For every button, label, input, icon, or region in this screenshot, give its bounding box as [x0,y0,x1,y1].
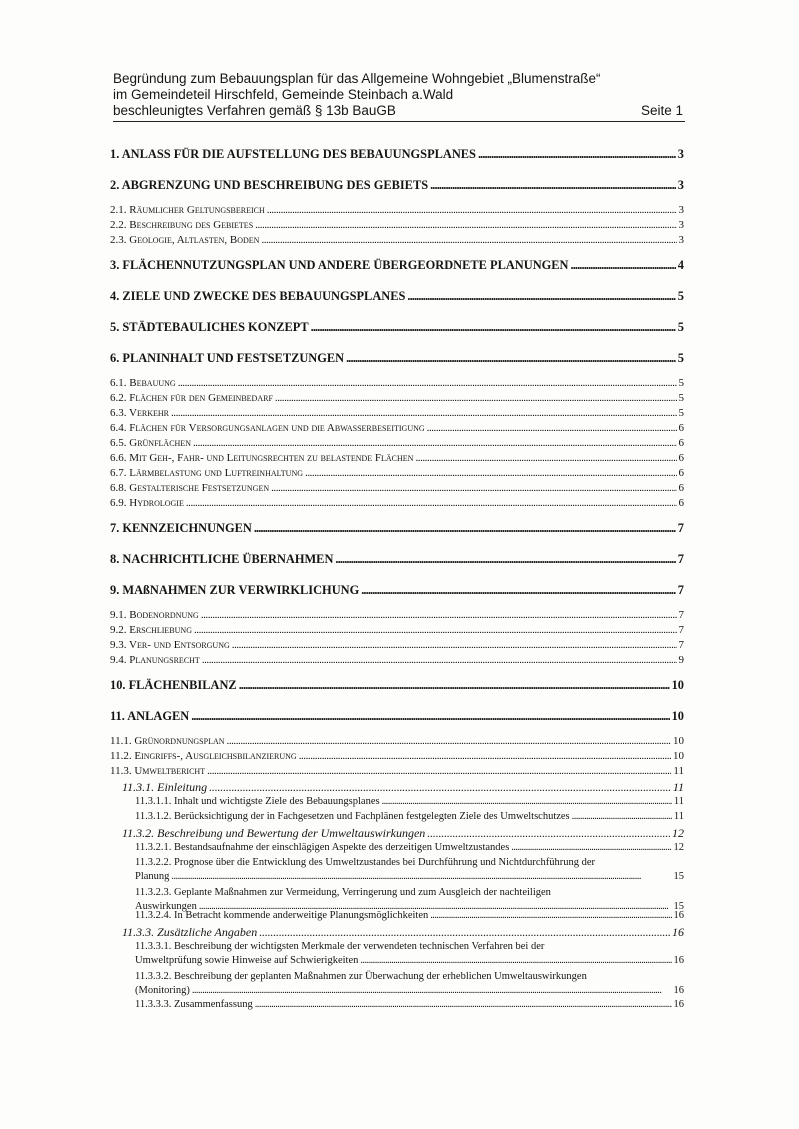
toc-entry-page: 10 [671,678,684,692]
toc-leader-dots [201,608,677,622]
toc-leader-dots [193,436,677,450]
toc-entry-page: 3 [677,147,684,161]
toc-entry [110,870,684,884]
toc-entry-title: 9.3. Ver- und Entsorgung [110,639,230,651]
toc-leader-dots [430,178,676,192]
toc-entry-title-line: 11.3.3.2. Beschreibung der geplanten Maßnahmen zur Überwachung der erheblichen Umweltauswirkungen [135,971,587,982]
toc-entry-title: 2.1. Räumlicher Geltungsbereich [110,204,265,216]
toc-leader-dots [209,780,671,794]
toc-leader-dots [571,258,676,272]
toc-entry-page: 6 [678,437,684,449]
toc-entry [110,376,684,390]
toc-entry-title-continuation: Auswirkungen [135,901,197,912]
toc-leader-dots [478,147,676,161]
toc-leader-dots [299,749,671,763]
toc-entry [110,406,684,420]
toc-entry [110,984,684,998]
toc-entry-page: 16 [673,999,684,1010]
toc-entry-title: 7. KENNZEICHNUNGEN [110,521,252,535]
toc-entry-page: 6 [678,452,684,464]
toc-entry-page: 12 [673,842,684,853]
toc-entry-title-continuation: (Monitoring) [135,985,190,996]
toc-entry-title: 6.3. Verkehr [110,407,169,419]
toc-entry-page: 7 [678,609,684,621]
toc-leader-dots [261,233,676,247]
toc-entry [110,608,684,622]
toc-leader-dots [254,521,676,535]
toc-entry-page: 7 [677,552,684,566]
toc-entry-title: 3. FLÄCHENNUTZUNGSPLAN UND ANDERE ÜBERGEORDNETE PLANUNGEN [110,258,569,272]
toc-entry-title: 6.5. Grünflächen [110,437,191,449]
toc-entry-title: 11.3.1. Einleitung [122,780,208,794]
toc-entry [110,521,684,535]
toc-entry-page: 10 [671,709,684,723]
toc-leader-dots [572,810,672,824]
toc-entry [110,638,684,652]
toc-entry [110,734,684,748]
toc-entry-title: 6.8. Gestalterische Festsetzungen [110,482,270,494]
toc-entry-title: 6. PLANINHALT UND FESTSETZUNGEN [110,351,345,365]
header-procedure-row [113,103,683,119]
toc-entry-page: 7 [678,624,684,636]
toc-entry [110,998,684,1012]
toc-entry-page: 16 [673,985,684,996]
toc-entry-page: 3 [678,204,684,216]
toc-entry-title: 11.3.3. Zusätzliche Angaben [122,925,258,939]
toc-entry-page: 10 [673,735,684,747]
toc-entry-title-line: 11.3.2.2. Prognose über die Entwicklung des Umweltzustandes bei Durchführung und Nichtdurchführung der [135,857,596,868]
toc-leader-dots [271,481,676,495]
toc-leader-dots [427,421,677,435]
toc-entry-page: 9 [678,654,684,666]
toc-leader-dots [171,406,677,420]
toc-entry-page: 15 [673,901,684,912]
toc-entry [110,583,684,597]
toc-entry [110,826,684,840]
toc-entry [110,678,684,692]
toc-entry-title: 11.1. Grünordnungsplan [110,735,225,747]
toc-entry-title: 2.3. Geologie, Altlasten, Boden [110,234,260,246]
toc-entry-title: 11.3.1.1. Inhalt und wichtigste Ziele des Bebauungsplanes [135,796,380,807]
toc-leader-dots [178,376,677,390]
toc-entry [110,218,684,232]
toc-leader-dots [194,623,677,637]
toc-entry-title: 4. ZIELE UND ZWECKE DES BEBAUUNGSPLANES [110,289,406,303]
header-divider [113,121,685,122]
toc-entry-title: 6.6. Mit Geh-, Fahr- und Leitungsrechten zu belastende Flächen [110,452,414,464]
toc-entry-title: 11.3.2. Beschreibung und Bewertung der Umweltauswirkungen [122,826,426,840]
toc-entry-page: 5 [677,320,684,334]
toc-entry [110,795,684,809]
toc-entry-page: 3 [677,178,684,192]
toc-entry-title: 8. NACHRICHTLICHE ÜBERNAHMEN [110,552,334,566]
toc-entry-page: 16 [673,955,684,966]
toc-entry-title: 9. MAßNAHMEN ZUR VERWIRKLICHUNG [110,583,360,597]
toc-entry-title: 9.1. Bodenordnung [110,609,199,621]
toc-entry-title: 6.7. Lärmbelastung und Luftreinhaltung [110,467,304,479]
toc-entry [110,320,684,334]
toc-entry-title: 11.3.2.1. Bestandsaufnahme der einschlägigen Aspekte des derzeitigen Umweltzustandes [135,842,510,853]
toc-entry-page: 7 [677,583,684,597]
toc-entry-page: 11 [673,765,684,777]
toc-entry-page: 5 [678,377,684,389]
toc-leader-dots [239,678,670,692]
toc-entry-title: 6.2. Flächen für den Gemeinbedarf [110,392,273,404]
toc-entry-title: 11.3.2.4. In Betracht kommende anderweitige Planungsmöglichkeiten [135,910,429,921]
toc-leader-dots [407,289,675,303]
toc-entry-title: 9.4. Planungsrecht [110,654,200,666]
toc-entry [110,925,684,939]
toc-leader-dots [255,998,672,1012]
toc-entry [110,810,684,824]
toc-entry-page: 5 [677,351,684,365]
toc-leader-dots [202,653,677,667]
toc-entry [110,466,684,480]
toc-entry-title-line: 11.3.2.3. Geplante Maßnahmen zur Vermeidung, Verringerung und zum Ausgleich der nachteiligen [135,887,551,898]
toc-leader-dots [360,954,671,968]
toc-entry-page: 6 [678,497,684,509]
toc-entry-title: 11.3.1.2. Berücksichtigung der in Fachgesetzen und Fachplänen festgelegten Ziele des Umweltschutzes [135,811,570,822]
toc-entry [110,709,684,723]
toc-entry [110,178,684,192]
toc-leader-dots [361,583,676,597]
toc-entry-title: 2.2. Beschreibung des Gebietes [110,219,254,231]
toc-leader-dots [171,870,671,884]
toc-entry [110,451,684,465]
toc-entry-title: 2. ABGRENZUNG UND BESCHREIBUNG DES GEBIETS [110,178,429,192]
toc-leader-dots [275,391,677,405]
toc-entry-title: 6.9. Hydrologie [110,497,184,509]
toc-entry [110,954,684,968]
toc-leader-dots [207,764,671,778]
toc-entry-page: 5 [678,392,684,404]
toc-entry-title: 9.2. Erschliebung [110,624,192,636]
toc-entry-page: 7 [677,521,684,535]
toc-leader-dots [232,638,677,652]
toc-entry-title: 11.3.3.3. Zusammenfassung [135,999,253,1010]
toc-entry [110,436,684,450]
toc-leader-dots [192,984,672,998]
header-title-line: Begründung zum Bebauungsplan für das Allgemeine Wohngebiet „Blumenstraße“ [113,71,601,86]
toc-entry-page: 15 [673,871,684,882]
toc-entry-page: 7 [678,639,684,651]
page-number-label: Seite 1 [640,103,683,118]
header-location-line: im Gemeindeteil Hirschfeld, Gemeinde Steinbach a.Wald [113,87,454,102]
toc-entry-page: 6 [678,467,684,479]
toc-leader-dots [415,451,676,465]
toc-entry-page: 11 [673,811,684,822]
toc-entry [110,653,684,667]
toc-leader-dots [191,709,669,723]
toc-entry-title-line: 11.3.3.1. Beschreibung der wichtigsten Merkmale der verwendeten technischen Verfahren bei der [135,941,545,952]
toc-entry-page: 4 [677,258,684,272]
toc-entry [110,289,684,303]
toc-leader-dots [382,795,672,809]
toc-entry-title: 6.4. Flächen für Versorgungsanlagen und die Abwasserbeseitigung [110,422,425,434]
toc-entry-title-continuation: Umweltprüfung sowie Hinweise auf Schwierigkeiten [135,955,359,966]
toc-entry-page: 3 [678,234,684,246]
toc-entry-title-continuation: Planung [135,871,170,882]
toc-entry [110,391,684,405]
toc-leader-dots [427,826,670,840]
toc-entry-title: 10. FLÄCHENBILANZ [110,678,237,692]
toc-entry-title: 6.1. Bebauung [110,377,176,389]
toc-entry-title: 5. STÄDTEBAULICHES KONZEPT [110,320,309,334]
toc-leader-dots [259,925,670,939]
toc-entry-title: 11.2. Eingriffs-, Ausgleichsbilanzierung [110,750,297,762]
toc-leader-dots [511,841,671,855]
toc-leader-dots [255,218,676,232]
toc-entry [110,233,684,247]
toc-entry [110,764,684,778]
toc-entry-page: 11 [672,780,684,794]
header-procedure-line: beschleunigtes Verfahren gemäß § 13b BauGB [113,103,396,118]
toc-leader-dots [346,351,676,365]
document-header [113,71,683,119]
toc-entry [110,258,684,272]
toc-entry-page: 3 [678,219,684,231]
toc-leader-dots [430,909,671,923]
toc-leader-dots [186,496,677,510]
toc-entry-page: 6 [678,422,684,434]
toc-leader-dots [311,320,676,334]
toc-entry [110,147,684,161]
toc-leader-dots [305,466,676,480]
toc-entry [110,552,684,566]
toc-entry [110,780,684,794]
toc-entry [110,909,684,923]
toc-entry-page: 6 [678,482,684,494]
toc-entry [110,203,684,217]
toc-leader-dots [267,203,677,217]
toc-entry [110,351,684,365]
toc-entry-page: 5 [678,407,684,419]
toc-entry [110,623,684,637]
toc-entry [110,749,684,763]
toc-entry-page: 10 [673,750,684,762]
toc-entry-page: 12 [672,826,684,840]
toc-entry-title: 11.3. Umweltbericht [110,765,206,777]
toc-entry-title: 1. ANLASS FÜR DIE AUFSTELLUNG DES BEBAUUNGSPLANES [110,147,476,161]
toc-entry [110,496,684,510]
toc-entry-page: 5 [677,289,684,303]
toc-entry [110,421,684,435]
toc-entry-page: 16 [673,910,684,921]
toc-entry-title: 11. ANLAGEN [110,709,190,723]
toc-entry-page: 11 [673,796,684,807]
toc-leader-dots [227,734,671,748]
toc-leader-dots [335,552,675,566]
toc-entry-page: 16 [672,925,684,939]
toc-entry [110,841,684,855]
toc-entry [110,481,684,495]
